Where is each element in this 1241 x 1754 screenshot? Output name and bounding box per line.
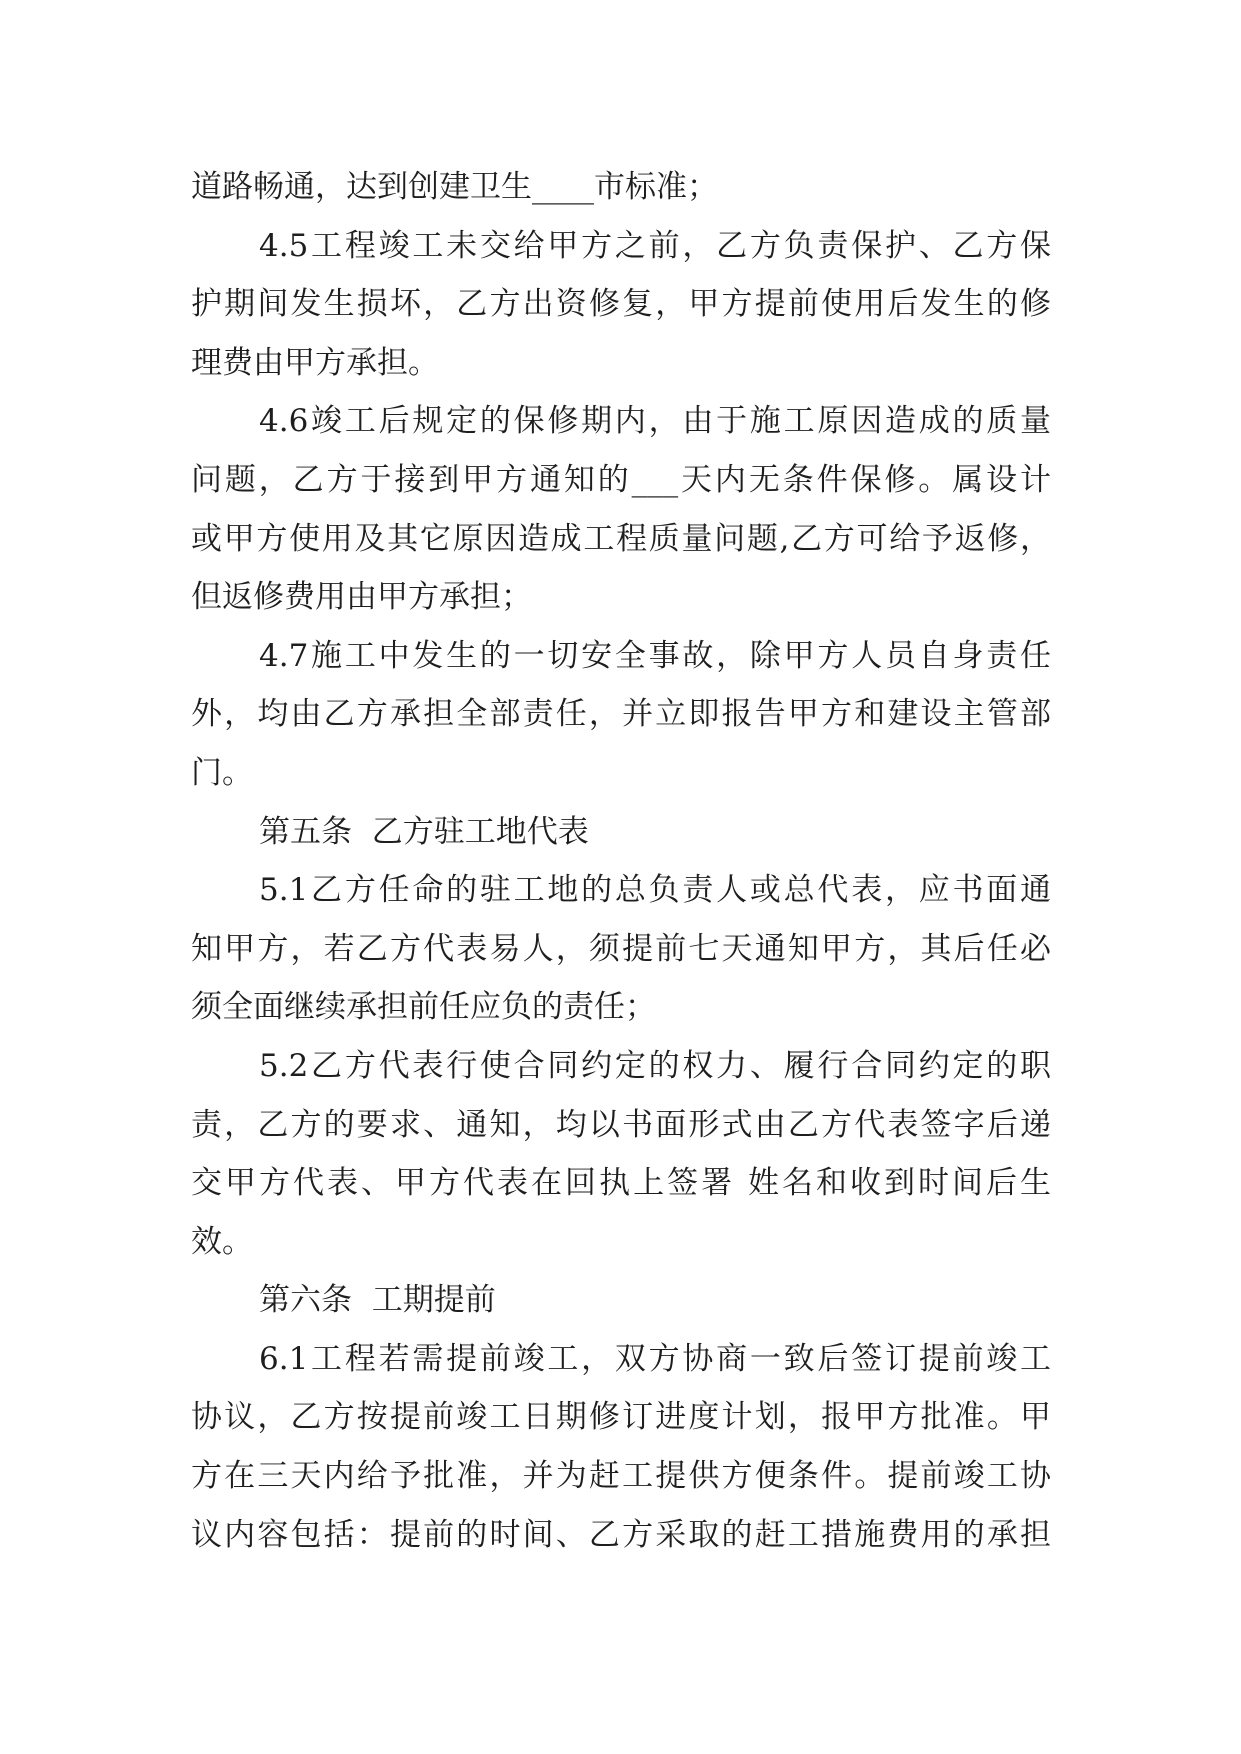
section-heading: 第六条 工期提前: [259, 1282, 496, 1319]
text-line: 或甲方使用及其它原因造成工程质量问题,乙方可给予返修，: [191, 520, 1051, 557]
text-line: 外，均由乙方承担全部责任，并立即报告甲方和建设主管部: [191, 696, 1051, 733]
text-line: 须全面继续承担前任应负的责任；: [191, 989, 656, 1026]
text-line: 议内容包括：提前的时间、乙方采取的赶工措施费用的承担: [191, 1516, 1051, 1553]
text-line: 方在三天内给予批准，并为赶工提供方便条件。提前竣工协: [191, 1458, 1051, 1495]
text-line: 5.1乙方任命的驻工地的总负责人或总代表，应书面通: [259, 872, 1051, 909]
text-line: 理费由甲方承担。: [191, 344, 439, 381]
text-line: 4.7施工中发生的一切安全事故，除甲方人员自身责任: [259, 637, 1051, 674]
text-line: 5.2乙方代表行使合同约定的权力、履行合同约定的职: [259, 1047, 1051, 1084]
section-heading: 第五条 乙方驻工地代表: [259, 813, 589, 850]
text-line: 4.5工程竣工未交给甲方之前，乙方负责保护、乙方保: [259, 227, 1051, 264]
text-line: 道路畅通，达到创建卫生____市标准；: [191, 169, 718, 205]
text-line: 责，乙方的要求、通知，均以书面形式由乙方代表签字后递: [191, 1106, 1051, 1143]
text-line: 协议，乙方按提前竣工日期修订进度计划，报甲方批准。甲: [191, 1399, 1051, 1436]
text-line: 但返修费用由甲方承担；: [191, 579, 532, 616]
text-line: 6.1工程若需提前竣工，双方协商一致后签订提前竣工: [259, 1340, 1051, 1377]
text-line: 门。: [191, 754, 253, 791]
document-body: [191, 158, 1051, 1564]
text-line: 知甲方，若乙方代表易人，须提前七天通知甲方，其后任必: [191, 930, 1051, 967]
text-line: 效。: [191, 1223, 253, 1260]
text-line: 4.6竣工后规定的保修期内，由于施工原因造成的质量: [259, 403, 1051, 440]
text-line: 交甲方代表、甲方代表在回执上签署 姓名和收到时间后生: [191, 1165, 1051, 1202]
text-line: 问题，乙方于接到甲方通知的___天内无条件保修。属设计: [191, 461, 1051, 498]
text-line: 护期间发生损坏，乙方出资修复，甲方提前使用后发生的修: [191, 286, 1051, 323]
